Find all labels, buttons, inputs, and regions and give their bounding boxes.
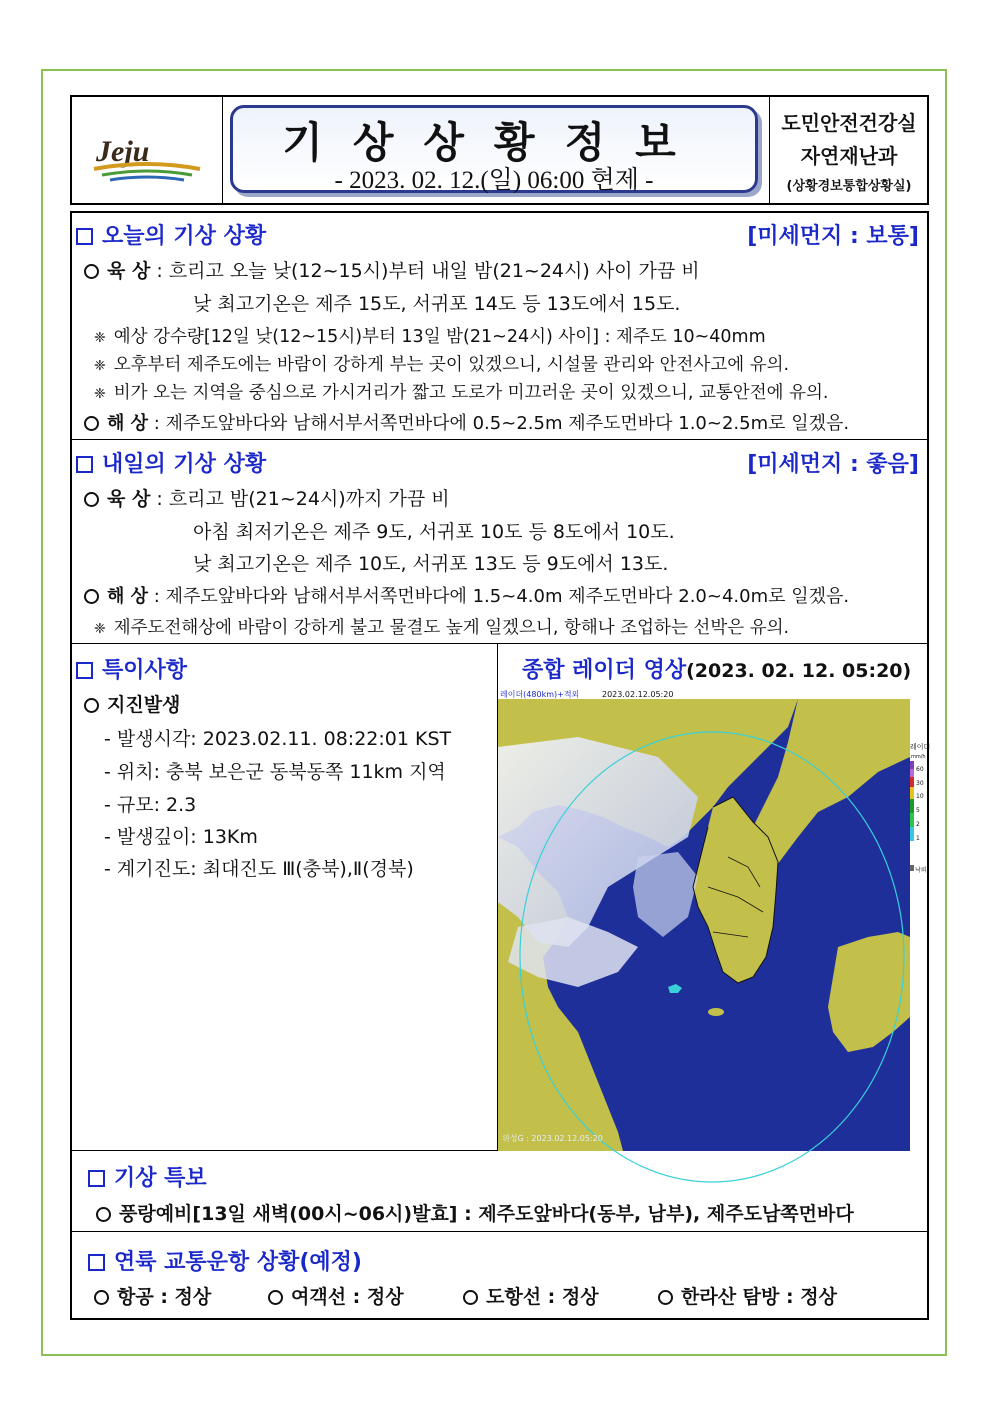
radar-heading: 종합 레이더 영상(2023. 02. 12. 05:20) <box>522 658 912 683</box>
page-subtitle: - 2023. 02. 12.(일) 06:00 현제 - <box>334 167 654 194</box>
checkbox-square-icon <box>88 1170 105 1187</box>
legend-title: 레이더 <box>910 743 931 751</box>
circle-bullet-icon <box>84 264 99 279</box>
special-line: - 발생깊이: 13Km <box>104 826 258 848</box>
tomorrow-dust-level: [미세먼지 : 좋음] <box>747 452 919 477</box>
radar-image <box>498 687 931 1151</box>
legend-value: 10 <box>916 793 924 800</box>
circle-bullet-icon <box>463 1290 478 1305</box>
traffic-item-ferry: 여객선 : 정상 <box>268 1282 404 1309</box>
legend-value: 2 <box>916 821 920 828</box>
checkbox-square-icon <box>76 456 93 473</box>
legend-swatch <box>910 769 914 777</box>
circle-bullet-icon <box>94 1290 109 1305</box>
header <box>70 95 929 205</box>
traffic-heading: 연륙 교통운항 상황(예정) <box>88 1245 362 1276</box>
radar-label-top: 레이더(480km)+적외 <box>500 690 580 699</box>
today-land-line1: 육 상 : 흐리고 오늘 낮(12~15시)부터 내일 밤(21~24시) 사이 가끔 비 <box>84 256 700 283</box>
divider <box>72 643 927 644</box>
legend-value: 5 <box>916 807 920 814</box>
tomorrow-land-line2: 아침 최저기온은 제주 9도, 서귀포 10도 등 8도에서 10도. <box>193 521 675 543</box>
jeju-logo <box>72 97 223 203</box>
legend-swatch <box>910 865 914 871</box>
legend-swatch <box>910 761 914 769</box>
legend-swatch <box>910 777 914 787</box>
today-note-2: ❈ 오후부터 제주도에는 바람이 강하게 부는 곳이 있겠으니, 시설물 관리와 안전사고에 유의. <box>94 355 790 375</box>
checkbox-square-icon <box>88 1254 105 1271</box>
special-line: - 발생시각: 2023.02.11. 08:22:01 KST <box>104 728 452 750</box>
legend-lightning: 낙뢰 <box>915 867 927 874</box>
checkbox-square-icon <box>76 228 93 245</box>
note-mark-icon: ❈ <box>94 621 106 637</box>
checkbox-square-icon <box>76 662 93 679</box>
org-line-1: 도민안전건강실 <box>781 111 917 135</box>
today-heading: 오늘의 기상 상황 <box>76 219 266 250</box>
today-note-1: ❈ 예상 강수량[12일 낮(12~15시)부터 13일 밤(21~24시) 사이] : 제주도 10~40mm <box>94 327 766 347</box>
logo-text: Jeju <box>96 135 150 168</box>
legend-value: 30 <box>916 780 924 787</box>
tomorrow-heading: 내일의 기상 상황 <box>76 447 266 478</box>
legend-swatch <box>910 799 914 813</box>
tomorrow-sea: 해 상 : 제주도앞바다와 남해서부서쪽먼바다에 1.5~4.0m 제주도먼바다 2.0~4.0m로 일겠음. <box>84 582 849 608</box>
weather-table <box>70 211 929 1320</box>
note-mark-icon: ❈ <box>94 386 106 402</box>
circle-bullet-icon <box>96 1207 111 1222</box>
special-line: - 규모: 2.3 <box>104 794 197 816</box>
tomorrow-land-line3: 낮 최고기온은 제주 10도, 서귀포 13도 등 9도에서 13도. <box>193 553 669 575</box>
legend-unit: mm/h <box>911 754 926 760</box>
circle-bullet-icon <box>84 416 99 431</box>
divider <box>72 1231 927 1232</box>
today-dust-level: [미세먼지 : 보통] <box>747 224 919 249</box>
traffic-item-island-ferry: 도항선 : 정상 <box>463 1282 599 1309</box>
warning-text: 풍랑예비[13일 새벽(00시~06시)발효] : 제주도앞바다(동부, 남부), 제주도남쪽먼바다 <box>96 1199 854 1226</box>
note-mark-icon: ❈ <box>94 330 106 346</box>
note-mark-icon: ❈ <box>94 358 106 374</box>
legend-value: 1 <box>916 835 920 842</box>
today-sea: 해 상 : 제주도앞바다와 남해서부서쪽먼바다에 0.5~2.5m 제주도먼바다 1.0~2.5m로 일겠음. <box>84 409 849 435</box>
today-land-line2: 낮 최고기온은 제주 15도, 서귀포 14도 등 13도에서 15도. <box>193 293 681 315</box>
circle-bullet-icon <box>84 589 99 604</box>
legend-swatch <box>910 787 914 799</box>
warning-heading: 기상 특보 <box>88 1161 207 1192</box>
page-title: 기상상황정보 <box>282 118 706 167</box>
tomorrow-note-1: ❈ 제주도전해상에 바람이 강하게 불고 물결도 높게 일겠으니, 항해나 조업하는 선박은 유의. <box>94 618 790 638</box>
traffic-item-hallasan: 한라산 탐방 : 정상 <box>658 1282 837 1309</box>
today-note-3: ❈ 비가 오는 지역을 중심으로 가시거리가 짧고 도로가 미끄러운 곳이 있겠으니, 교통안전에 유의. <box>94 383 829 403</box>
title-banner <box>230 105 758 193</box>
special-item-title: 지진발생 <box>84 690 180 717</box>
special-heading: 특이사항 <box>76 653 187 684</box>
traffic-item-air: 항공 : 정상 <box>94 1282 211 1309</box>
special-line: - 위치: 충북 보은군 동북동쪽 11km 지역 <box>104 761 446 783</box>
circle-bullet-icon <box>84 492 99 507</box>
special-line: - 계기진도: 최대진도 Ⅲ(충북),Ⅱ(경북) <box>104 858 414 880</box>
org-line-3: (상황경보통합상황실) <box>786 179 912 194</box>
legend-value: 60 <box>916 766 924 773</box>
radar-label-bottom: 위성G : 2023.02.12.05:20 <box>502 1134 603 1143</box>
circle-bullet-icon <box>658 1290 673 1305</box>
legend-swatch <box>910 813 914 827</box>
divider <box>72 439 927 440</box>
circle-bullet-icon <box>84 698 99 713</box>
organization <box>769 97 928 203</box>
circle-bullet-icon <box>268 1290 283 1305</box>
tomorrow-land-line1: 육 상 : 흐리고 밤(21~24시)까지 가끔 비 <box>84 484 450 511</box>
org-line-2: 자연재난과 <box>800 144 898 168</box>
legend-swatch <box>910 827 914 841</box>
radar-label-time: 2023.02.12.05:20 <box>602 690 674 699</box>
jeju-island <box>708 1008 724 1016</box>
